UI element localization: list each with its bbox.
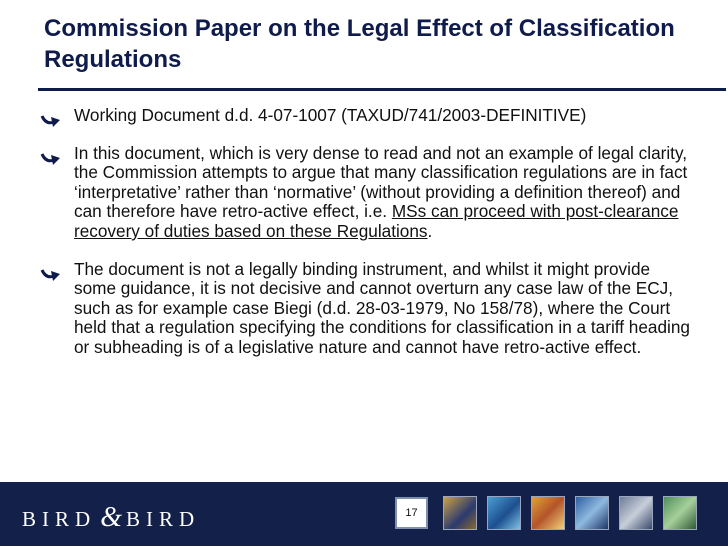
page-number: 17 bbox=[395, 497, 428, 529]
logo-word-left: BIRD bbox=[22, 507, 97, 531]
decorative-image-thumbnail bbox=[575, 496, 609, 530]
bullet-item bbox=[40, 144, 690, 242]
decorative-image-thumbnail bbox=[619, 496, 653, 530]
bullet-text: The document is not a legally binding instrument, and whilst it might provide some guidance, it is not decisive and cannot overturn any case law of the ECJ, such as for example case Biegi (d.d. 28-03-1979, No 158/78), where the Court held that a regulation specifying the conditions for classification in a tariff heading or subheading is of a legislative nature and cannot have retro-active effect. bbox=[74, 258, 690, 357]
decorative-image-thumbnail bbox=[443, 496, 477, 530]
bullet-text-end: . bbox=[427, 220, 433, 241]
bullet-text: Working Document d.d. 4-07-1007 (TAXUD/741/2003-DEFINITIVE) bbox=[74, 105, 587, 125]
footer-bar bbox=[0, 482, 728, 546]
curved-arrow-bullet-icon bbox=[40, 150, 64, 166]
title-divider bbox=[38, 88, 726, 91]
slide-title: Commission Paper on the Legal Effect of Classification Regulations bbox=[44, 15, 675, 73]
curved-arrow-bullet-icon bbox=[40, 266, 64, 282]
bullet-item bbox=[40, 106, 690, 126]
decorative-image-thumbnail bbox=[487, 496, 521, 530]
logo-ampersand: & bbox=[100, 502, 122, 533]
bullet-text: In this document, which is very dense to read and not an example of legal clarity, the Commission attempts to argue that many classification regulations are in fact ‘interpretative’ rather than ‘normative’ (without providing a definition thereof) and can therefore have retro-active effect, i.e. bbox=[74, 142, 688, 222]
decorative-image-thumbnail bbox=[531, 496, 565, 530]
decorative-image-thumbnail bbox=[663, 496, 697, 530]
logo-word-right: BIRD bbox=[125, 507, 201, 531]
recovery-link[interactable]: MSs can proceed with post-clearance recovery of duties based on these Regulations bbox=[74, 201, 679, 241]
bullet-item bbox=[40, 260, 690, 358]
bird-and-bird-logo bbox=[22, 502, 200, 534]
curved-arrow-bullet-icon bbox=[40, 112, 64, 128]
bullet-list bbox=[40, 106, 690, 376]
